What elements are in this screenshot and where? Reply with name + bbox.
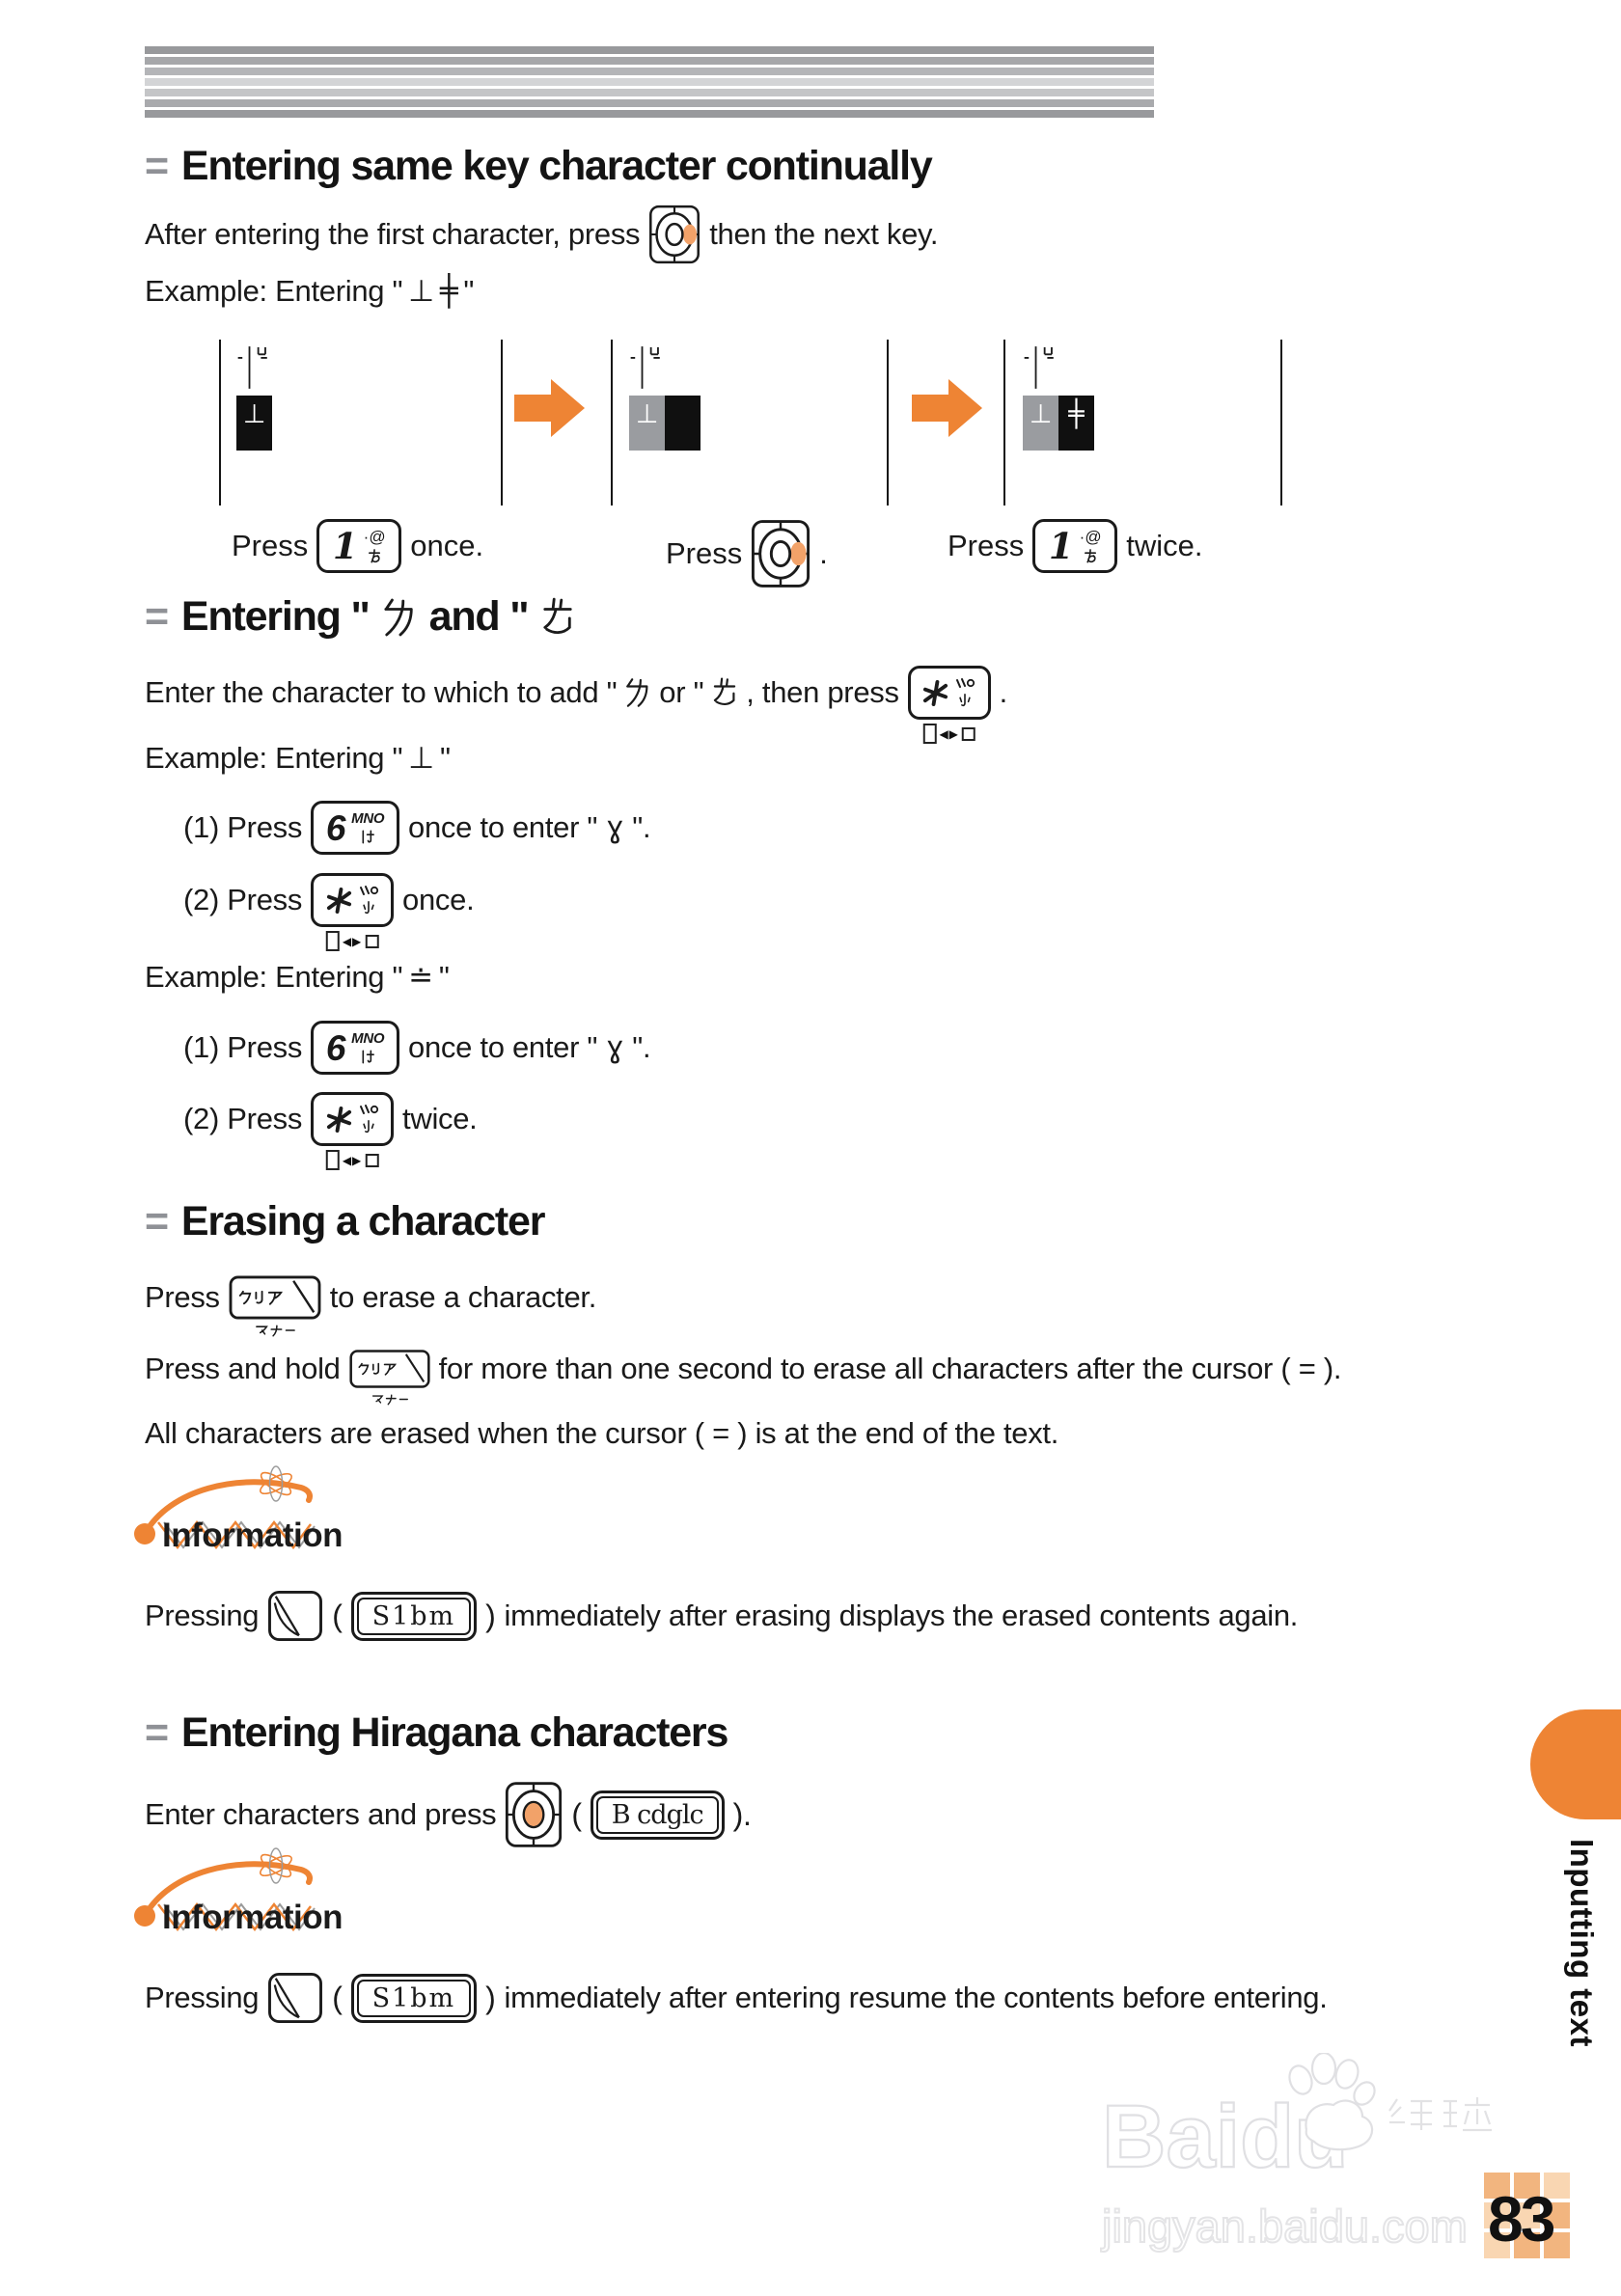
step-text: ". [632,1030,651,1064]
paragraph-text: Pressing [145,1599,260,1632]
heading-marker: = [145,593,168,640]
size-toggle-hint: ◀▶ [326,931,378,951]
hiragana-a-icon [1083,548,1099,564]
size-toggle-hint: ◀▶ [922,724,975,744]
information-line-1 [145,1590,1298,1642]
next-step-arrow-icon [912,378,983,438]
step-text: once to enter " [408,1030,598,1064]
heading-text: and " [428,593,529,640]
paragraph-text: Press [145,1280,220,1314]
paren: ( [332,1598,343,1633]
caption-text: . [819,536,828,570]
submenu-key-badge [351,1592,478,1641]
dakuten-handakuten-marks [954,678,975,690]
screen-border [219,340,221,506]
caption-3 [948,519,1203,573]
page-number: 83 [1488,2183,1553,2255]
screen-char: ⊥ [1029,399,1053,429]
screen-status-icons [1021,343,1061,392]
step-line [183,1092,478,1167]
paren: ( [332,1980,343,2015]
asterisk-glyph [326,1107,352,1133]
information-label: Information [162,1517,343,1554]
soft-key-icon [267,1972,323,2024]
submenu-key-badge [351,1974,478,2023]
garbled-handakuten-glyph [541,597,574,638]
kanji-small-icon [361,1119,376,1134]
star-key-icon [908,666,991,741]
key-symbols: ·@ [1079,527,1102,546]
screen2-text-cells [629,396,701,451]
example-line-2 [145,741,451,776]
set-key-label: B cdglc [596,1796,719,1834]
clear-key-icon [349,1349,430,1389]
paren: ( [571,1796,582,1832]
caption-text: Press [232,529,309,562]
heading-text: Erasing a character [180,1198,545,1244]
clear-key-icon [229,1275,321,1320]
step-text: twice. [402,1102,478,1135]
screen-border [611,340,613,506]
example-quote: " [439,741,451,775]
paren: ) [485,1598,496,1633]
heading-text: Entering same key character continually [180,143,932,189]
heading-text: Entering " [180,593,370,640]
information-label: Information [162,1899,343,1936]
kanji-small-icon [957,693,973,708]
paragraph-text: Pressing [145,1981,260,2014]
paragraph-text: or " [659,675,704,709]
manner-mode-hint [254,1324,296,1337]
nav-center-key-icon [505,1781,563,1848]
step-label: (2) Press [183,883,303,916]
heading-marker: = [145,143,168,189]
paragraph-text: to erase a character. [329,1280,597,1314]
screen-border [1003,340,1005,506]
dakuten-paragraph [145,666,1007,741]
key-1-icon [316,519,401,573]
key-letters: MNO [351,809,385,827]
manner-mode-hint [371,1393,409,1406]
example-label: Example: Entering " [145,274,403,308]
submenu-key-label: S1bm [357,1980,472,2017]
star-key-icon [311,1092,394,1167]
caption-text: Press [666,536,743,570]
paragraph-text: All characters are erased when the cursor ( = ) is at the end of the text. [145,1416,1059,1450]
screen-border [501,340,503,506]
example-label: Example: Entering " [145,960,403,994]
garbled-dakuten-glyph [625,677,650,708]
paren: ). [732,1796,752,1832]
screen-border [887,340,889,506]
key-digit: 6 [325,1027,346,1068]
garbled-handakuten-glyph [712,677,737,708]
screen-border [1280,340,1282,506]
screen3-text-cells [1023,396,1094,451]
next-step-arrow-icon [514,378,586,438]
header-stripe [145,78,1154,86]
section-heading-dakuten [145,593,574,641]
header-stripe [145,46,1154,54]
key-1-icon [1032,519,1117,573]
header-stripe [145,99,1154,107]
screen-char: ⊥ [242,399,266,429]
header-stripe [145,68,1154,75]
nav-right-key-icon [648,205,701,264]
paragraph-text: immediately after entering resume the contents before entering. [504,1981,1328,2014]
caption-text: twice. [1126,529,1203,562]
caption-text: Press [948,529,1025,562]
same-key-paragraph [145,205,938,264]
step-label: (1) Press [183,1030,303,1064]
caption-2 [666,519,828,588]
example-label: Example: Entering " [145,741,403,775]
paren: ) [485,1980,496,2015]
paragraph-text: After entering the first character, press [145,217,641,251]
size-toggle-hint: ◀▶ [326,1150,378,1170]
caption-text: once. [410,529,484,562]
hiragana-a-icon [367,548,383,564]
key-digit: 6 [325,807,346,848]
step-text: once. [402,883,475,916]
dakuten-handakuten-marks [358,1105,379,1116]
asterisk-glyph [326,888,352,914]
submenu-key-label: S1bm [357,1598,472,1635]
header-stripe [145,57,1154,65]
key-6-icon [311,801,399,855]
paragraph-text: then the next key. [709,217,939,251]
paragraph-text: . [999,675,1007,709]
key-letters: MNO [351,1029,385,1047]
star-key-icon [311,873,394,948]
screen-char: ╪ [1068,399,1085,429]
garbled-char: ╪ [439,274,458,309]
erase-line-1 [145,1275,596,1320]
header-stripes [145,46,1154,121]
example-line-1 [145,274,474,309]
header-stripe [145,110,1154,118]
example-line-3 [145,960,450,995]
paragraph-text: immediately after erasing displays the erased contents again. [504,1599,1299,1632]
key-digit: 1 [1048,524,1074,567]
paragraph-text: for more than one second to erase all characters after the cursor ( = ). [438,1352,1342,1385]
garbled-char: ⊥ [408,741,434,776]
erase-line-3 [145,1416,1058,1451]
garbled-dakuten-glyph [383,597,416,638]
paragraph-text: Enter the character to which to add " [145,675,618,709]
soft-key-icon [267,1590,323,1642]
heading-marker: = [145,1198,168,1244]
section-heading-erasing [145,1198,544,1245]
set-key-badge [591,1790,725,1840]
step-line [183,1021,650,1075]
paragraph-text: Enter characters and press [145,1797,497,1831]
section-heading-same-key [145,143,932,190]
step-label: (1) Press [183,810,303,844]
step-text: ". [632,810,651,844]
garbled-char: ɣ [606,810,624,845]
caption-1 [232,519,483,573]
hiragana-ha-icon [360,829,376,845]
page-number-block [1484,2173,1573,2261]
section-heading-hiragana [145,1709,728,1757]
paragraph-text: Press and hold [145,1352,341,1385]
garbled-char: ≐ [408,960,433,995]
chapter-tab [1530,1709,1621,1819]
kanji-small-icon [361,900,376,916]
erase-line-2 [145,1349,1341,1389]
asterisk-glyph [922,680,948,706]
example-quote: " [438,960,450,994]
key-6-icon [311,1021,399,1075]
key-symbols: ·@ [363,527,386,546]
header-stripe [145,89,1154,96]
screen1-text-cells [236,396,272,451]
information-line-2 [145,1972,1328,2024]
screen-char: ⊥ [635,399,659,429]
step-text: once to enter " [408,810,598,844]
key-digit: 1 [332,524,358,567]
heading-marker: = [145,1709,168,1756]
step-label: (2) Press [183,1102,303,1135]
screen-status-icons [234,343,275,392]
screen-cursor-block [665,396,701,451]
dakuten-handakuten-marks [358,886,379,897]
garbled-char: ⊥ [408,274,434,309]
paragraph-text: , then press [746,675,899,709]
heading-text: Entering Hiragana characters [180,1709,728,1756]
step-line [183,873,475,948]
chapter-label-vertical: Inputting text [1564,1839,1600,2047]
example-quote: " [463,274,475,308]
screen-sequence-diagram [0,340,1621,629]
hiragana-ha-icon [360,1049,376,1065]
garbled-char: ɣ [606,1030,624,1065]
step-line [183,801,650,855]
hiragana-paragraph [145,1781,752,1848]
screen-status-icons [627,343,668,392]
nav-right-key-icon [751,519,810,588]
